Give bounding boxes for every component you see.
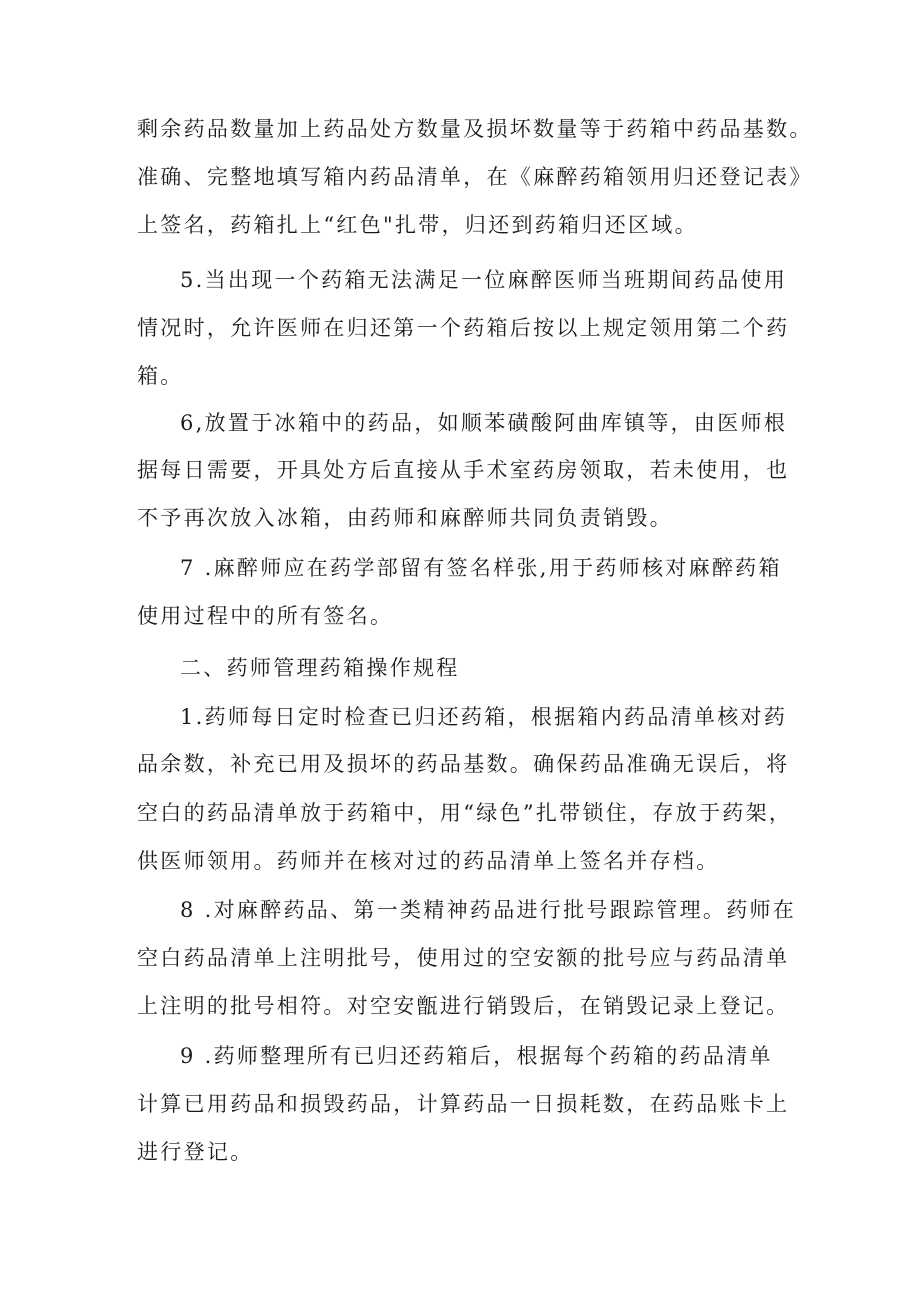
paragraph-line: 9 .药师整理所有已归还药箱后，根据每个药箱的药品清单 — [180, 1044, 773, 1068]
paragraph-line: 6,放置于冰箱中的药品，如顺苯磺酸阿曲库镇等，由医师根 — [180, 411, 788, 435]
paragraph-line: 供医师领用。药师并在核对过的药品清单上签名并存档。 — [137, 849, 720, 873]
paragraph-line: 箱。 — [137, 364, 184, 388]
paragraph-line: 品余数，补充已用及损坏的药品基数。确保药品准确无误后，将 — [137, 752, 790, 776]
paragraph-line: 计算已用药品和损毁药品，计算药品一日损耗数，在药品账卡上 — [137, 1092, 790, 1116]
paragraph-line: 准确、完整地填写箱内药品清单，在《麻醉药箱领用归还登记表》 — [137, 165, 813, 189]
paragraph-line: 情况时，允许医师在归还第一个药箱后按以上规定领用第二个药 — [137, 316, 790, 340]
paragraph-line: 使用过程中的所有签名。 — [137, 604, 394, 628]
paragraph-line: 据每日需要，开具处方后直接从手术室药房领取，若未使用，也 — [137, 458, 790, 482]
paragraph-line: 上签名，药箱扎上“红色"扎带，归还到药箱归还区域。 — [137, 213, 698, 237]
paragraph-line: 空白的药品清单放于药箱中，用“绿色”扎带锁住，存放于药架， — [137, 801, 793, 825]
paragraph-line: 空白药品清单上注明批号，使用过的空安额的批号应与药品清单 — [137, 946, 790, 970]
paragraph-line: 5.当出现一个药箱无法满足一位麻醉医师当班期间药品使用 — [180, 268, 788, 292]
paragraph-line: 1.药师每日定时检查已归还药箱，根据箱内药品清单核对药 — [180, 705, 788, 729]
paragraph-line: 上注明的批号相符。对空安甑进行销毁后，在销毁记录上登记。 — [137, 994, 790, 1018]
section-heading: 二、药师管理药箱操作规程 — [180, 656, 460, 680]
paragraph-line: 7 .麻醉师应在药学部留有签名样张,用于药师核对麻醉药箱 — [180, 556, 782, 580]
paragraph-line: 不予再次放入冰箱，由药师和麻醉师共同负责销毁。 — [137, 506, 673, 530]
paragraph-line: 进行登记。 — [137, 1140, 254, 1164]
paragraph-line: 剩余药品数量加上药品处方数量及损坏数量等于药箱中药品基数。 — [137, 117, 813, 141]
paragraph-line: 8 .对麻醉药品、第一类精神药品进行批号跟踪管理。药师在 — [180, 898, 797, 922]
